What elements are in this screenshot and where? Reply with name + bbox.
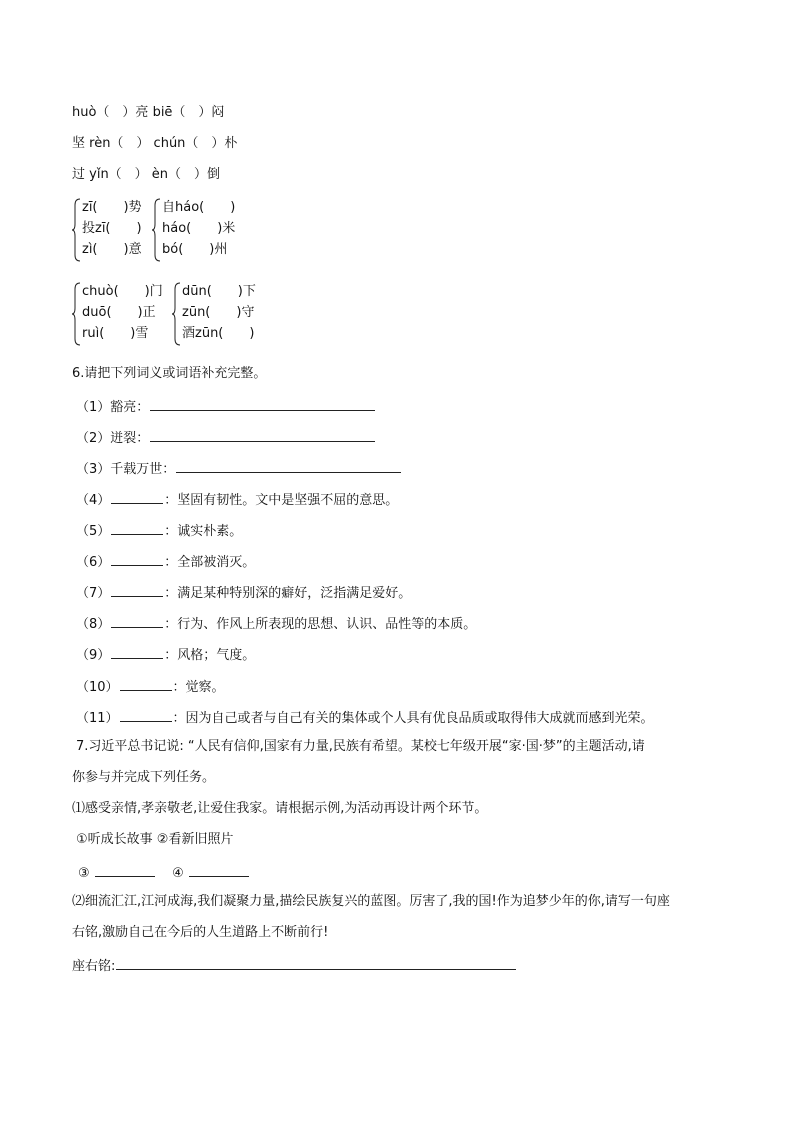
pinyin-line-2: 坚 rèn（ ） chún（ ）朴: [72, 136, 238, 151]
q6-item-def: ：满足某种特别深的癖好，泛指满足爱好。: [164, 586, 412, 601]
brace-group-zi: [72, 197, 162, 263]
q6-item-9: [76, 644, 255, 665]
pinyin-line-1: huò（ ）亮 biē（ ）闷: [72, 105, 225, 120]
q6-item-5: [76, 520, 242, 541]
motto-label: 座右铭:: [72, 959, 116, 974]
motto-line: [72, 955, 517, 976]
q6-item-4: [76, 489, 398, 510]
q6-item-6: [76, 551, 255, 572]
brace-group-line: 自háo( ): [162, 200, 236, 215]
answer-blank[interactable]: [95, 862, 155, 877]
answer-blank[interactable]: [111, 582, 163, 597]
answer-blank[interactable]: [120, 676, 172, 691]
q6-item-def: ：诚实朴素。: [164, 524, 243, 539]
brace-group-line: zūn( )守: [182, 305, 255, 320]
circled-4-label: ④: [172, 866, 184, 881]
q6-item-label: （3）千载万世：: [76, 462, 176, 477]
brace-group-line: 投zī( ): [82, 221, 142, 236]
q6-item-7: [76, 582, 411, 603]
question-7-line-2: 你参与并完成下列任务。: [72, 770, 216, 785]
question-6-title: 6.请把下列词义或词语补充完整。: [72, 366, 267, 381]
question-7-line-1: 7.习近平总书记说: “人民有信仰,国家有力量,民族有希望。某校七年级开展“家·国·梦”的主题活动,请: [76, 739, 645, 754]
question-7-example: ①听成长故事 ②看新旧照片: [76, 832, 234, 847]
brace-group-hao: [152, 197, 252, 263]
q6-item-2: [76, 427, 376, 448]
brace-group-line: háo( )米: [162, 221, 236, 236]
question-7-sub-2-line-2: 右铭,激励自己在今后的人生道路上不断前行!: [72, 925, 329, 940]
brace-group-line: zī( )势: [82, 200, 142, 215]
motto-answer-blank[interactable]: [116, 955, 516, 970]
brace-group-line: bó( )州: [162, 242, 228, 257]
answer-blank[interactable]: [111, 644, 163, 659]
pinyin-line-3: 过 yǐn（ ） èn（ ）倒: [72, 167, 221, 182]
left-brace-icon: [72, 281, 82, 347]
q6-item-label: （2）迸裂：: [76, 431, 150, 446]
question-7-sub-2-line-1: ⑵细流汇江,江河成海,我们凝聚力量,描绘民族复兴的蓝图。厉害了,我的国!作为追梦少年的你,请写一句座: [72, 894, 670, 909]
answer-blank[interactable]: [111, 551, 163, 566]
q6-item-def: ：行为、作风上所表现的思想、认识、品性等的本质。: [164, 617, 477, 632]
left-brace-icon: [172, 281, 182, 347]
circled-3-label: ③: [78, 866, 90, 881]
left-brace-icon: [72, 197, 82, 263]
q6-item-8: [76, 613, 476, 634]
brace-group-line: 酒zūn( ): [182, 326, 255, 341]
answer-blank[interactable]: [150, 396, 375, 411]
q6-item-def: ：坚固有韧性。文中是坚强不屈的意思。: [164, 493, 399, 508]
answer-blank[interactable]: [120, 707, 172, 722]
q6-item-11: [76, 707, 654, 728]
q6-item-num: （5）: [76, 524, 111, 539]
q6-item-num: （10）: [76, 680, 119, 695]
brace-group-line: dūn( )下: [182, 284, 256, 299]
answer-blank[interactable]: [150, 427, 375, 442]
q6-item-def: ：因为自己或者与自己有关的集体或个人具有优良品质或取得伟大成就而感到光荣。: [172, 711, 654, 726]
question-7-sub-1: ⑴感受亲情,孝亲敬老,让爱住我家。请根据示例,为活动再设计两个环节。: [72, 801, 488, 816]
q6-item-num: （8）: [76, 617, 111, 632]
brace-group-zun: [172, 281, 272, 347]
q6-item-label: （1）豁亮：: [76, 400, 150, 415]
answer-blank[interactable]: [111, 613, 163, 628]
answer-blank[interactable]: [176, 458, 401, 473]
q6-item-3: [76, 458, 402, 479]
brace-group-line: chuò( )门: [82, 284, 163, 299]
brace-group-line: zì( )意: [82, 242, 142, 257]
q6-item-def: ：觉察。: [172, 680, 225, 695]
q6-item-def: ：全部被消灭。: [164, 555, 256, 570]
q6-item-1: [76, 396, 376, 417]
brace-group-chuo: [72, 281, 172, 347]
q6-item-10: [76, 676, 225, 697]
q6-item-num: （9）: [76, 648, 111, 663]
q6-item-num: （11）: [76, 711, 119, 726]
answer-blank[interactable]: [111, 520, 163, 535]
q6-item-num: （4）: [76, 493, 111, 508]
brace-group-line: duō( )正: [82, 305, 156, 320]
q6-item-num: （6）: [76, 555, 111, 570]
answer-blank[interactable]: [189, 862, 249, 877]
q6-item-num: （7）: [76, 586, 111, 601]
brace-group-line: ruì( )雪: [82, 326, 149, 341]
answer-blank[interactable]: [111, 489, 163, 504]
left-brace-icon: [152, 197, 162, 263]
question-7-blanks: [78, 862, 250, 883]
q6-item-def: ：风格；气度。: [164, 648, 256, 663]
